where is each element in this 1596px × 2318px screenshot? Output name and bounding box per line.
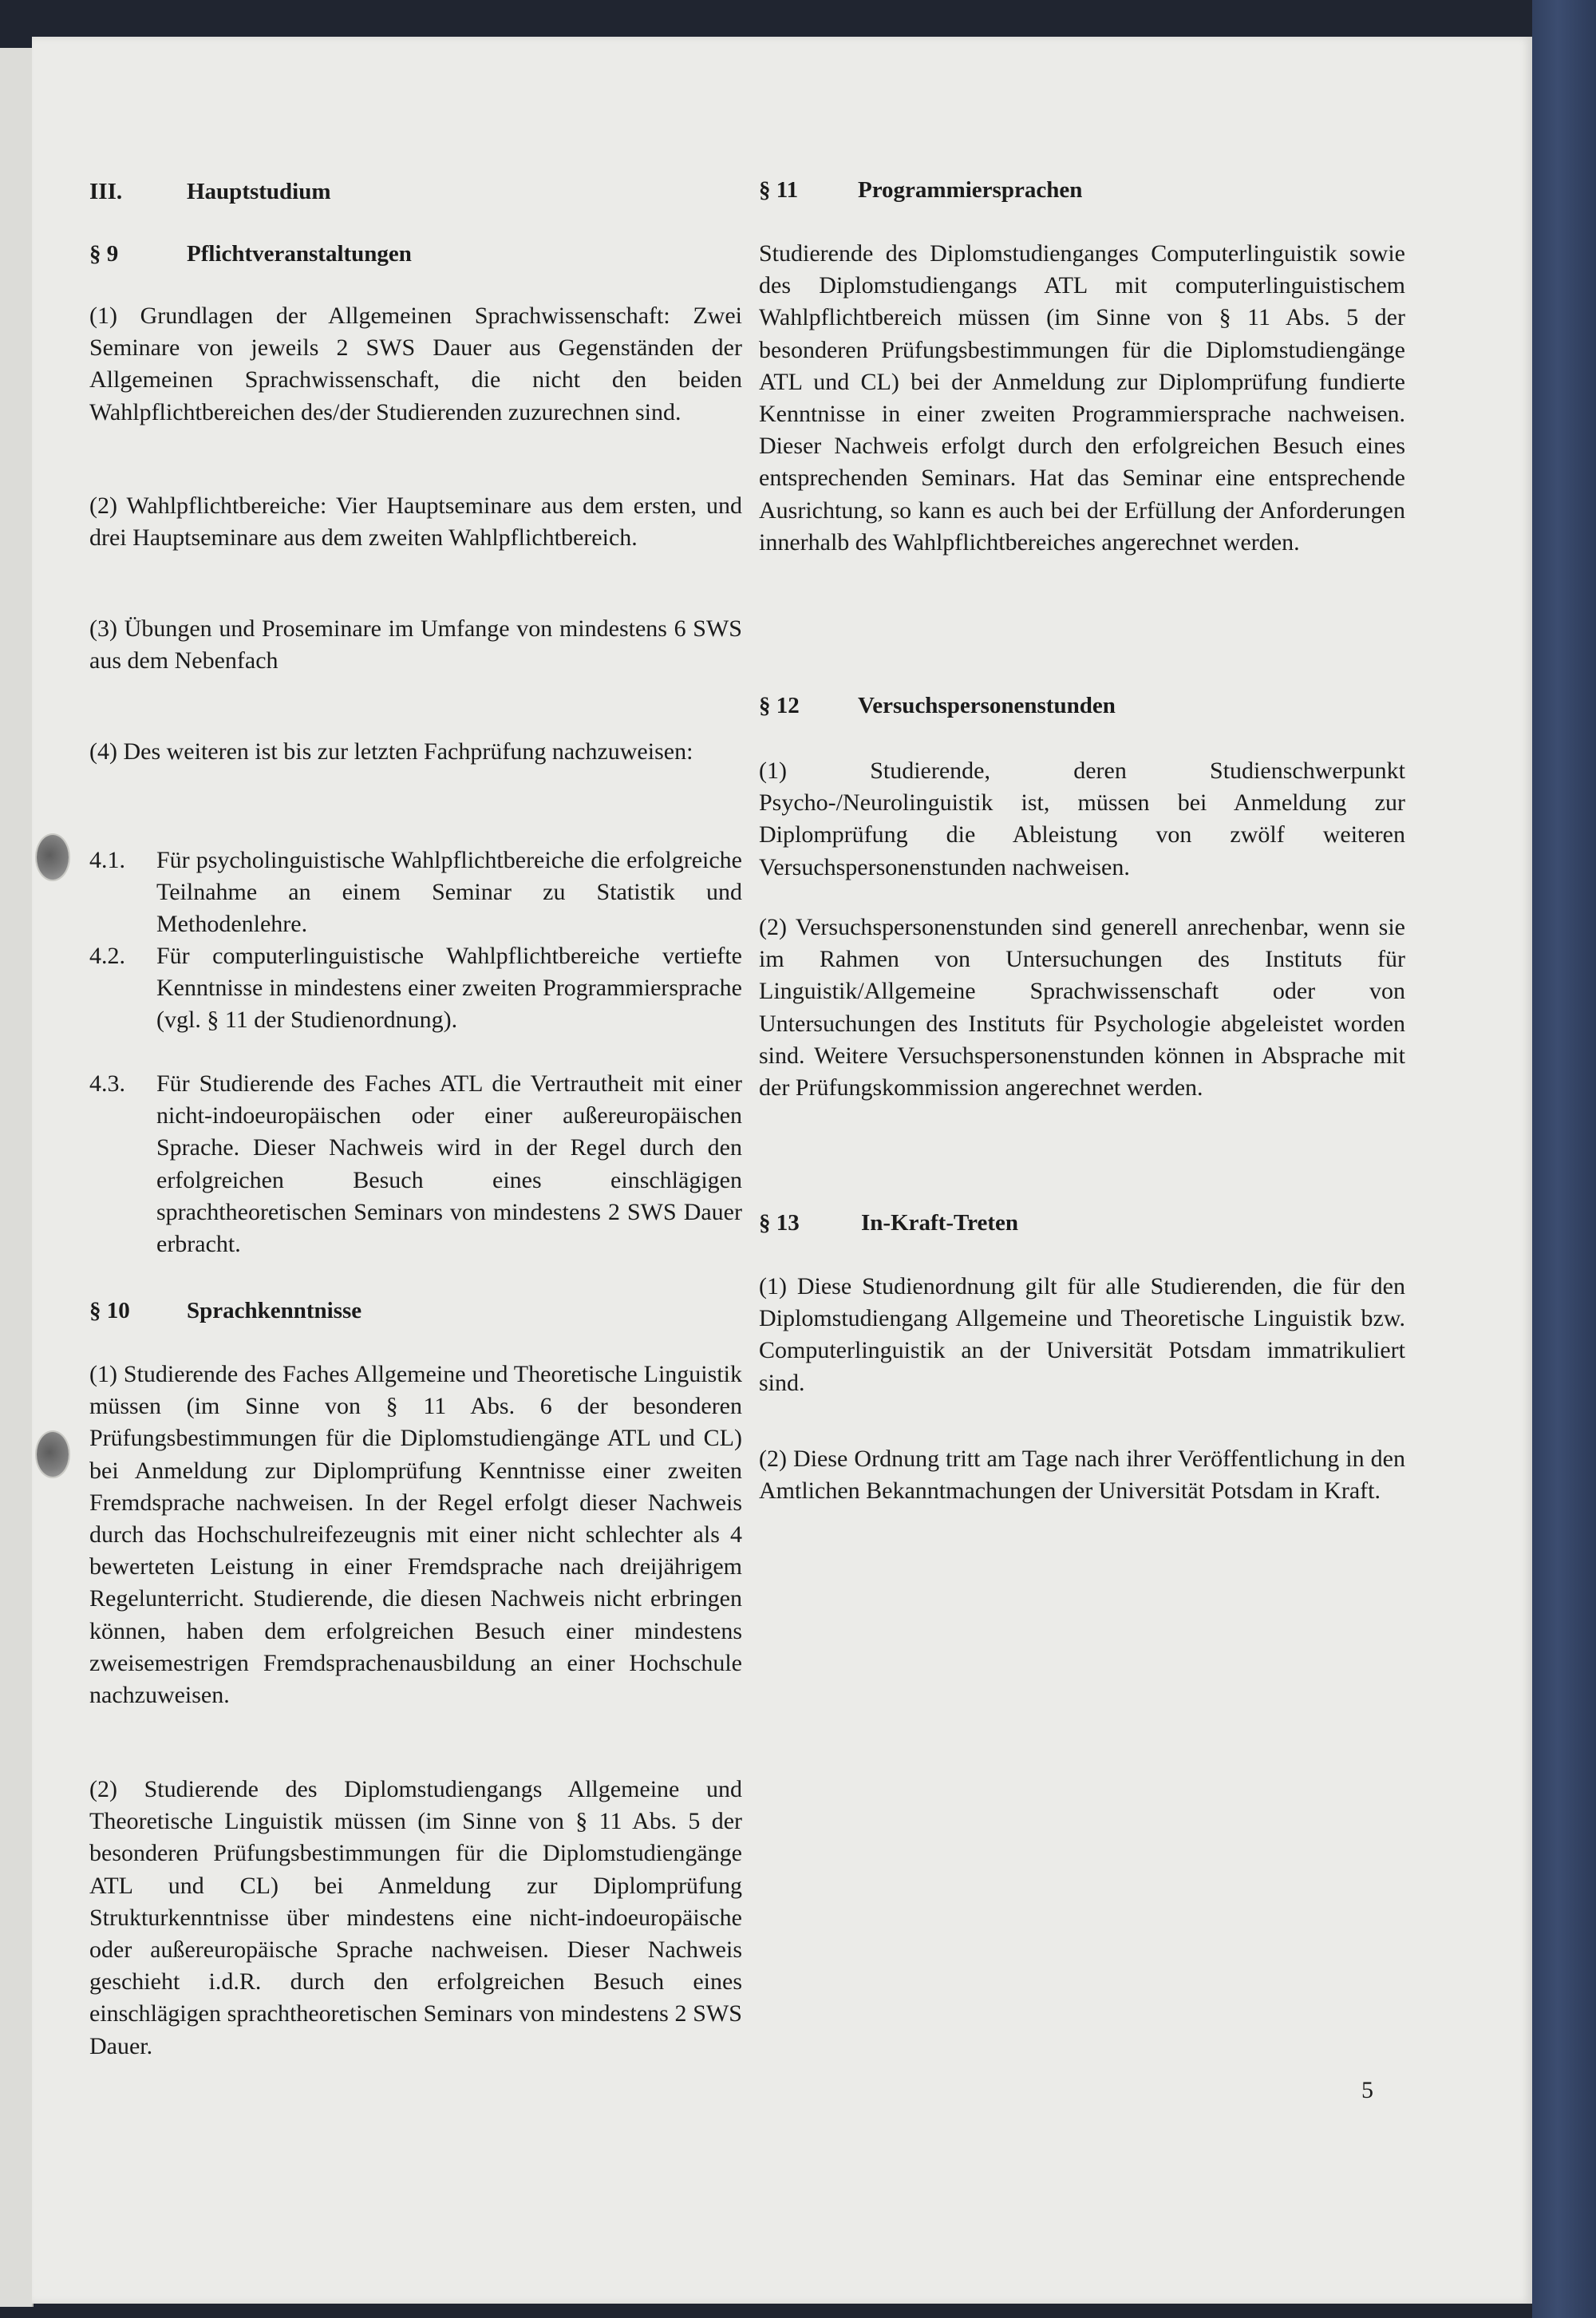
paragraph-title: Pflichtveranstaltungen (187, 241, 412, 267)
paragraph-number: § 9 (89, 241, 119, 267)
s9-para-3: (3) Übungen und Proseminare im Umfange von mindestens 6 SWS aus dem Nebenfach (89, 615, 742, 674)
section-number: III. (89, 179, 123, 204)
paragraph-title: Programmiersprachen (858, 177, 1083, 203)
paragraph-number: § 13 (759, 1210, 800, 1236)
s12-para-2: (2) Versuchspersonenstunden sind generell anrechenbar, wenn sie im Rahmen von Untersuchungen des Instituts für Linguistik/Allgemeine Sprachwissenschaft oder von Untersuchungen des Instituts für Psychologie abgeleistet worden sind. Weitere Versuchspersonenstunden können in Absprache mit der Prüfungskommission angerechnet werden. (759, 914, 1405, 1102)
binder-spine (1532, 0, 1596, 2318)
s13-para-2: (2) Diese Ordnung tritt am Tage nach ihrer Veröffentlichung in den Amtlichen Bekanntmachungen der Universität Potsdam in Kraft. (759, 1446, 1405, 1505)
s13-para-1: (1) Diese Studienordnung gilt für alle Studierenden, die für den Diplomstudiengang Allgemeine und Theoretische Linguistik bzw. Computerlinguistik an der Universität Potsdam immatrikuliert sind. (759, 1273, 1405, 1396)
paragraph-number: § 10 (89, 1298, 130, 1323)
s9-para-2: (2) Wahlpflichtbereiche: Vier Hauptseminare aus dem ersten, und drei Hauptseminare aus dem zweiten Wahlpflichtbereich. (89, 492, 742, 552)
list-item-text: Für Studierende des Faches ATL die Vertrautheit mit einer nicht-indoeuropäischen oder einer außereuropäischen Sprache. Dieser Nachweis wird in der Regel durch den erfolgreichen Besuch eines einschlägigen sprachtheoretischen Seminars von mindestens 2 SWS Dauer erbracht. (156, 1070, 742, 1258)
list-item-text: Für psycholinguistische Wahlpflichtbereiche die erfolgreiche Teilnahme an einem Seminar zu Statistik und Methodenlehre. (156, 847, 742, 938)
list-item-number: 4.3. (89, 1070, 125, 1097)
document-page (32, 37, 1532, 2304)
paragraph-title: In-Kraft-Treten (861, 1210, 1019, 1236)
s10-para-2: (2) Studierende des Diplomstudiengangs Allgemeine und Theoretische Linguistik müssen (im Sinne von § 11 Abs. 5 der besonderen Prüfungsbestimmungen für die Diplomstudiengänge ATL und CL) bei Anmeldung zur Diplomprüfung Strukturkenntnisse über mindestens eine nicht-indoeuropäische oder außereuropäische Sprache nachweisen. Dieser Nachweis geschieht i.d.R. durch den erfolgreichen Besuch eines einschlägigen sprachtheoretischen Seminars von mindestens 2 SWS Dauer. (89, 1776, 742, 2059)
paragraph-title: Versuchspersonenstunden (858, 693, 1116, 718)
s11-para-1: Studierende des Diplomstudienganges Computerlinguistik sowie des Diplomstudiengangs ATL mit computerlinguistischem Wahlpflichtbereich müssen (im Sinne von § 11 Abs. 5 der besonderen Prüfungsbestimmungen für die Diplomstudiengänge ATL und CL) bei der Anmeldung zur Diplomprüfung fundierte Kenntnisse in einer zweiten Programmiersprache nachweisen. Dieser Nachweis erfolgt durch den erfolgreichen Besuch eines entsprechenden Seminars. Hat das Seminar eine entsprechende Ausrichtung, so kann es auch bei der Erfüllung der Anforderungen innerhalb des Wahlpflichtbereiches angerechnet werden. (759, 240, 1405, 556)
s9-para-4: (4) Des weiteren ist bis zur letzten Fachprüfung nachzuweisen: (89, 738, 693, 765)
punch-hole-upper (37, 835, 69, 880)
s9-para-1: (1) Grundlagen der Allgemeinen Sprachwissenschaft: Zwei Seminare von jeweils 2 SWS Dauer aus Gegenständen der Allgemeinen Sprachwissenschaft, die nicht den beiden Wahlpflichtbereichen des/der Studierenden zuzurechnen sind. (89, 303, 742, 425)
page-number: 5 (1361, 2077, 1373, 2103)
paragraph-title: Sprachkenntnisse (187, 1298, 362, 1323)
list-item-number: 4.1. (89, 847, 125, 873)
s10-para-1: (1) Studierende des Faches Allgemeine und Theoretische Linguistik müssen (im Sinne von § 11 Abs. 6 der besonderen Prüfungsbestimmungen für die Diplomstudiengänge ATL und CL) bei Anmeldung zur Diplomprüfung Kenntnisse einer zweiten Fremdsprache nachweisen. In der Regel erfolgt dieser Nachweis durch das Hochschulreifezeugnis mit einer nicht schlechter als 4 bewerteten Leistung in einer Fremdsprache nach dreijährigem Regelunterricht. Studierende, die diesen Nachweis nicht erbringen können, haben dem erfolgreichen Besuch einer mindestens zweisemestrigen Fremdsprachenausbildung an einer Hochschule nachzuweisen. (89, 1361, 742, 1709)
paragraph-number: § 11 (759, 177, 799, 203)
previous-page-edge (0, 48, 34, 2307)
list-item-number: 4.2. (89, 943, 125, 969)
list-item-text: Für computerlinguistische Wahlpflichtbereiche vertiefte Kenntnisse in mindestens einer zweiten Programmiersprache (vgl. § 11 der Studienordnung). (156, 943, 742, 1034)
paragraph-number: § 12 (759, 693, 800, 718)
section-title: Hauptstudium (187, 179, 331, 204)
s12-para-1: (1) Studierende, deren Studienschwerpunkt Psycho-/Neurolinguistik ist, müssen bei Anmeldung zur Diplomprüfung die Ableistung von zwölf weiteren Versuchspersonenstunden nachweisen. (759, 758, 1405, 880)
punch-hole-lower (37, 1432, 69, 1477)
